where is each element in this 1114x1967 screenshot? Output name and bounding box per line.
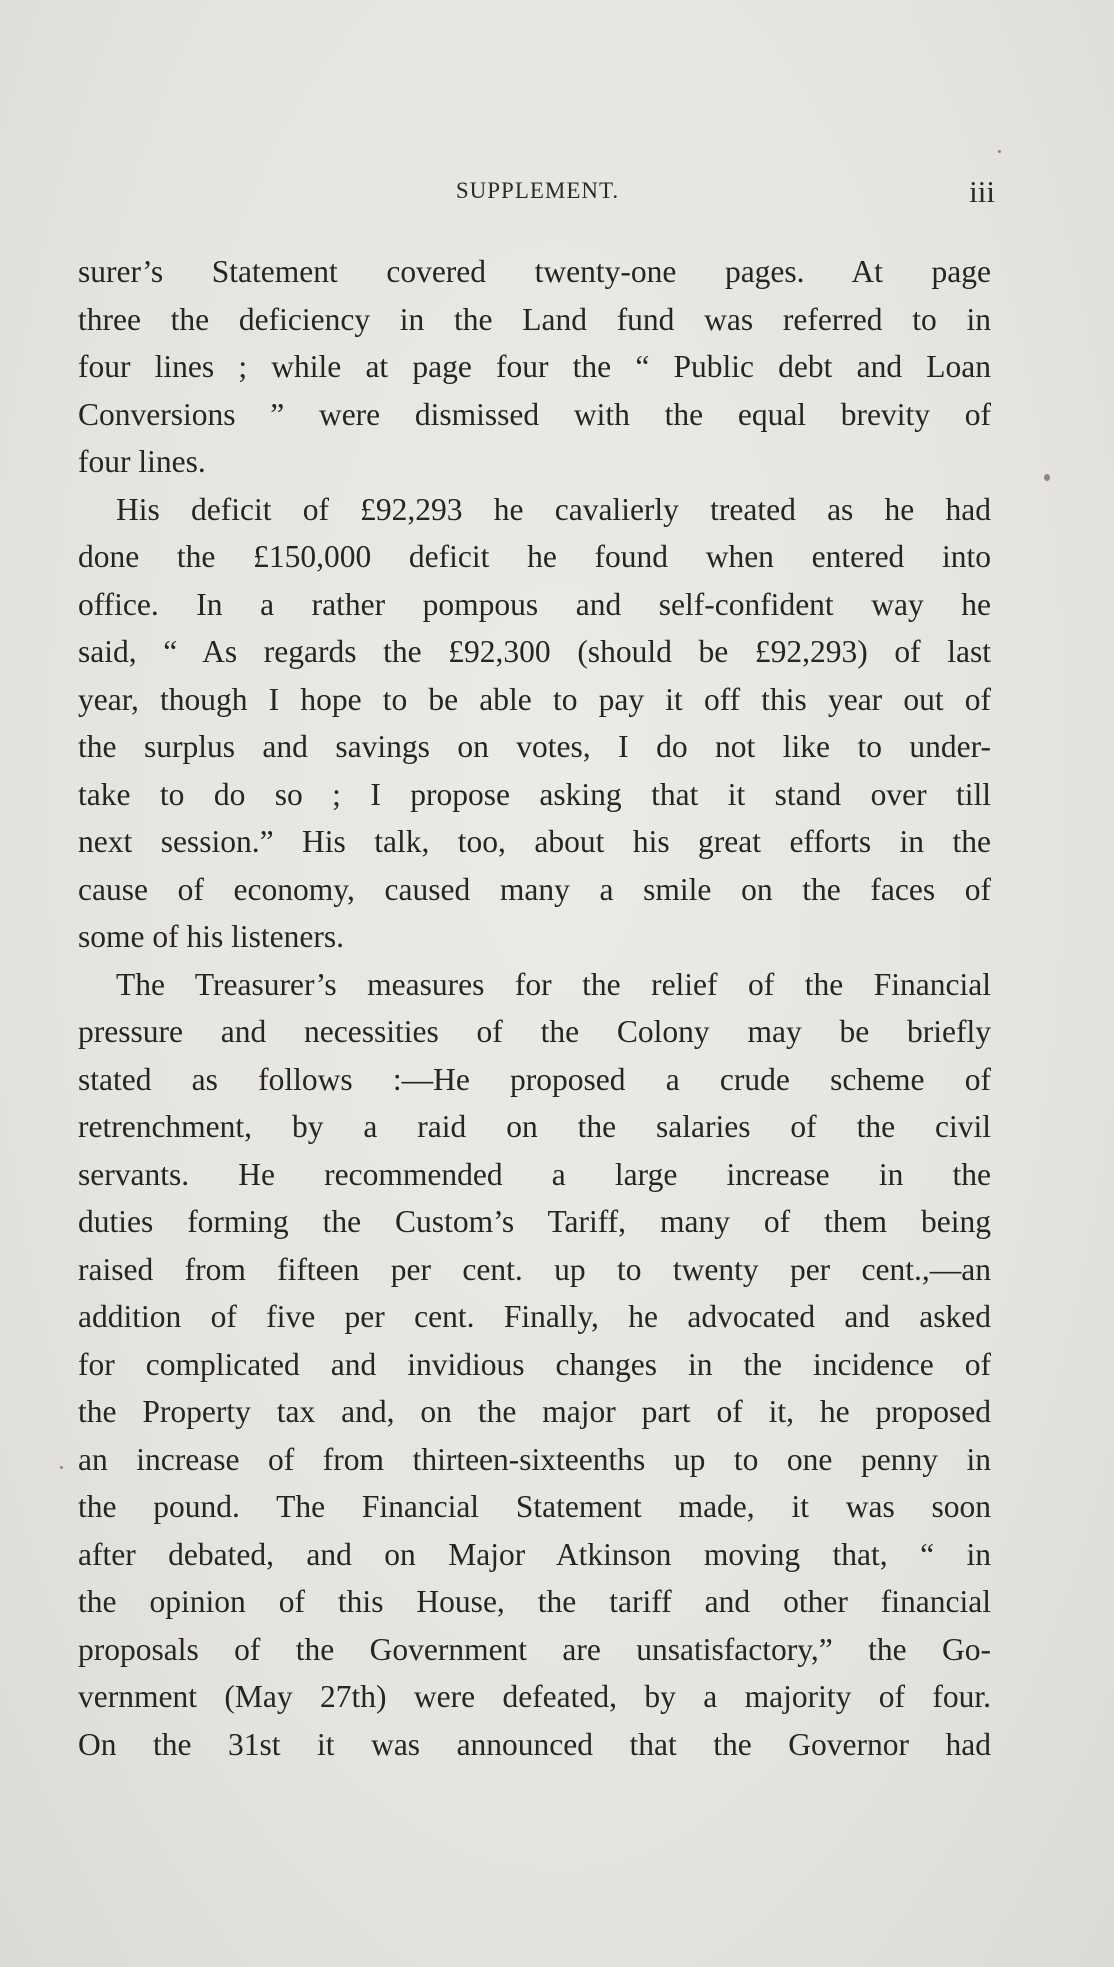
text-line: cause of economy, caused many a smile on the faces of xyxy=(78,871,991,907)
text-line: proposals of the Government are unsatisfactory,” the Go- xyxy=(78,1631,991,1667)
text-line: four lines. xyxy=(78,444,206,479)
text-line: On the 31st it was announced that the Governor had xyxy=(78,1726,991,1762)
paper-speck xyxy=(60,1466,63,1469)
text-line: take to do so ; I propose asking that it stand over till xyxy=(78,776,991,812)
text-line: the surplus and savings on votes, I do not like to under- xyxy=(78,729,991,764)
text-line: Conversions ” were dismissed with the equal brevity of xyxy=(78,396,991,432)
text-line: the Property tax and, on the major part of it, he proposed xyxy=(78,1394,991,1429)
running-head: SUPPLEMENT. xyxy=(455,178,620,203)
text-line: four lines ; while at page four the “ Public debt and Loan xyxy=(78,349,991,384)
text-line: stated as follows :—He proposed a crude scheme of xyxy=(78,1061,991,1097)
text-line: the pound. The Financial Statement made, it was soon xyxy=(78,1489,991,1524)
page-number: iii xyxy=(969,174,995,209)
text-line: addition of five per cent. Finally, he advocated and asked xyxy=(78,1299,991,1334)
text-line: three the deficiency in the Land fund was referred to in xyxy=(78,301,991,337)
paragraph-2 xyxy=(78,486,991,961)
text-line: office. In a rather pompous and self-confident way he xyxy=(78,586,991,622)
page-header xyxy=(80,174,995,218)
body-text xyxy=(78,248,991,1768)
text-line: some of his listeners. xyxy=(78,919,344,954)
text-line: servants. He recommended a large increase in the xyxy=(78,1156,991,1192)
text-line: next session.” His talk, too, about his great efforts in the xyxy=(78,824,991,859)
text-line: after debated, and on Major Atkinson moving that, “ in xyxy=(78,1536,991,1572)
text-line: an increase of from thirteen-sixteenths up to one penny in xyxy=(78,1441,991,1477)
text-line: pressure and necessities of the Colony may be briefly xyxy=(78,1014,991,1049)
paragraph-3 xyxy=(78,961,991,1769)
paragraph-1 xyxy=(78,248,991,486)
text-line: duties forming the Custom’s Tariff, many of them being xyxy=(78,1204,991,1239)
text-line: year, though I hope to be able to pay it off this year out of xyxy=(78,681,991,717)
text-line: surer’s Statement covered twenty-one pages. At page xyxy=(78,254,991,289)
text-line: retrenchment, by a raid on the salaries of the civil xyxy=(78,1109,991,1144)
text-line: The Treasurer’s measures for the relief of the Financial xyxy=(116,966,991,1002)
text-line: raised from fifteen per cent. up to twenty per cent.,—an xyxy=(78,1251,991,1287)
text-line: vernment (May 27th) were defeated, by a majority of four. xyxy=(78,1679,991,1714)
text-line: the opinion of this House, the tariff and other financial xyxy=(78,1584,991,1619)
paper-speck xyxy=(998,150,1001,153)
text-line: said, “ As regards the £92,300 (should be £92,293) of last xyxy=(78,634,991,669)
text-line: for complicated and invidious changes in the incidence of xyxy=(78,1346,991,1382)
text-line: His deficit of £92,293 he cavalierly treated as he had xyxy=(116,491,991,527)
text-line: done the £150,000 deficit he found when entered into xyxy=(78,539,991,574)
paper-speck xyxy=(1044,474,1050,481)
